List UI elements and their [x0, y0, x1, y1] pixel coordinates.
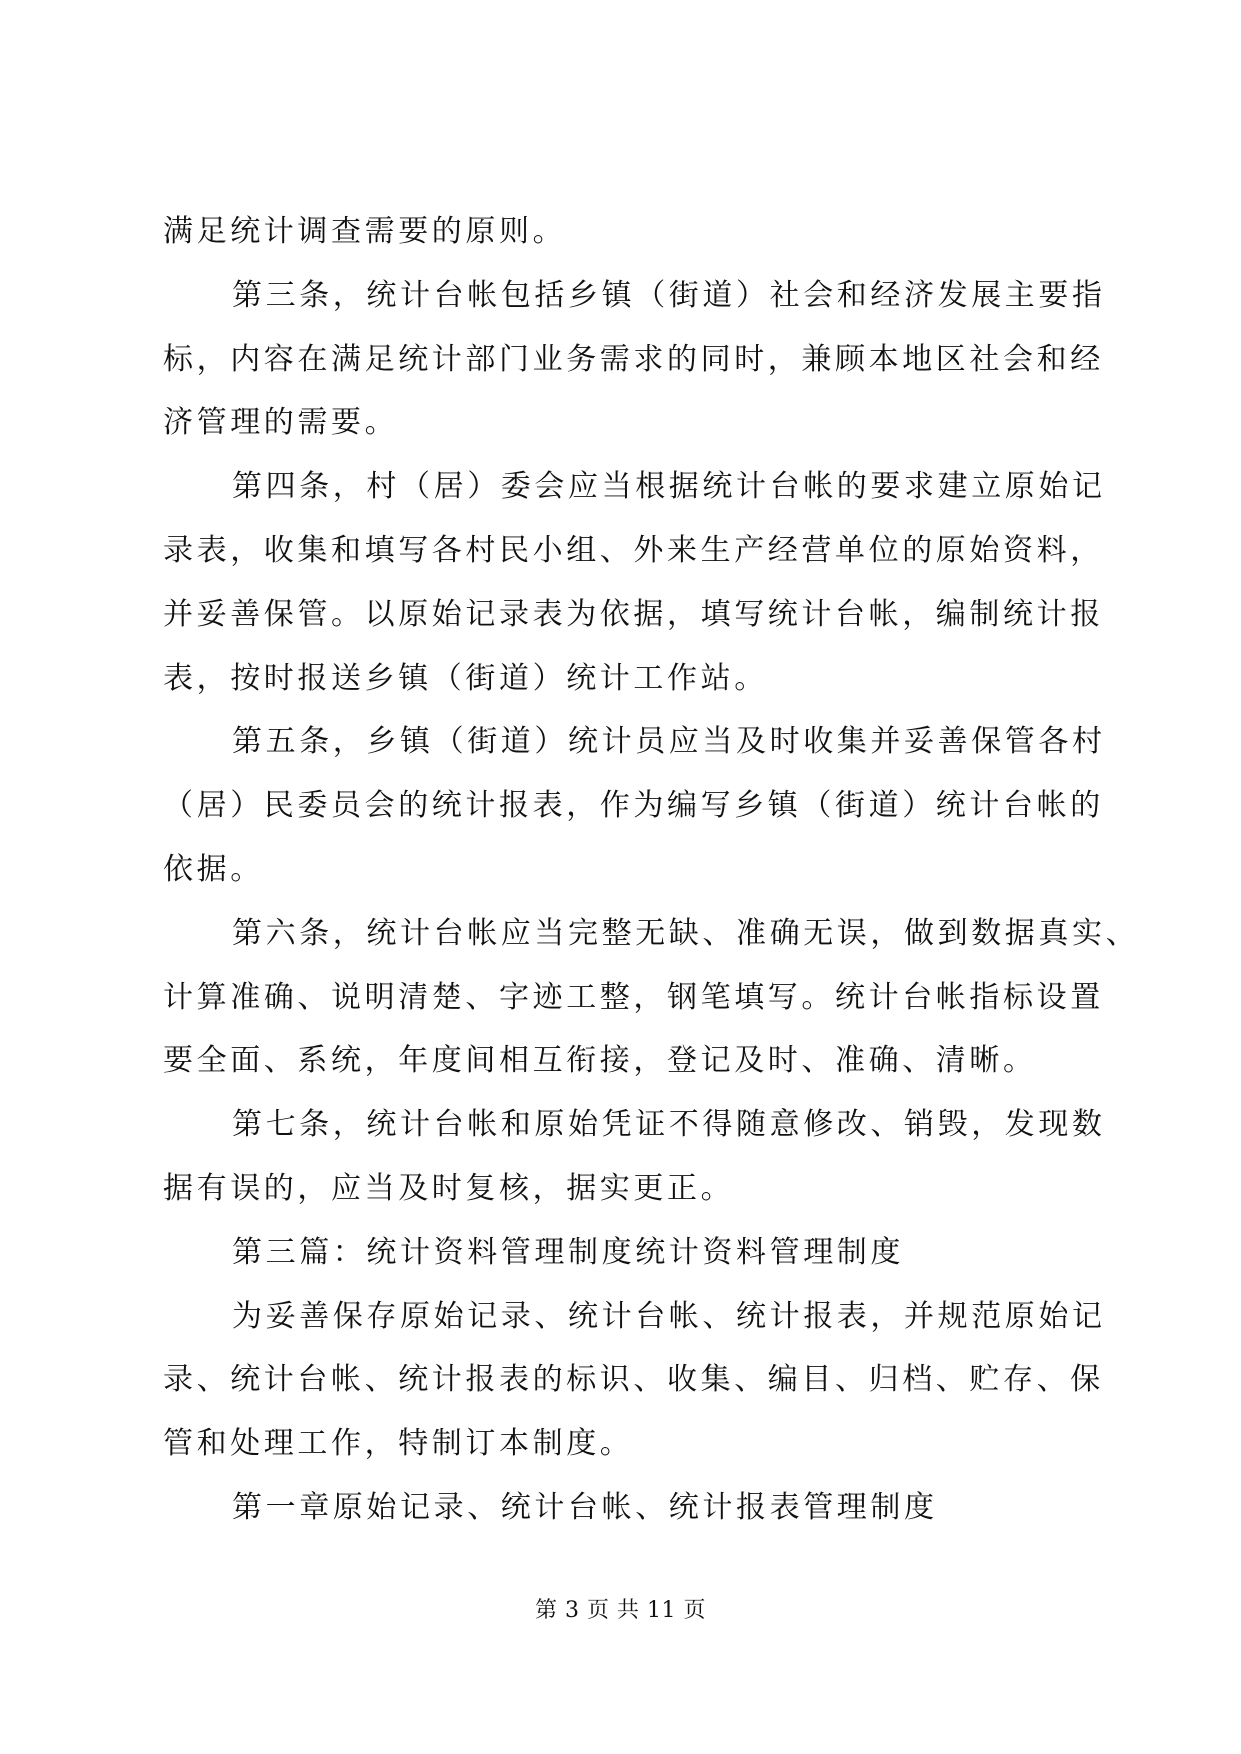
body-line-5: 第四条，村（居）委会应当根据统计台帐的要求建立原始记 [232, 469, 1106, 504]
body-line-9: 第五条，乡镇（街道）统计员应当及时收集并妥善保管各村 [232, 724, 1106, 759]
body-line-4: 济管理的需要。 [163, 405, 399, 440]
body-line-19: 录、统计台帐、统计报表的标识、收集、编目、归档、贮存、保 [163, 1362, 1104, 1397]
body-line-1: 满足统计调查需要的原则。 [163, 214, 567, 249]
body-line-10: （居）民委员会的统计报表，作为编写乡镇（街道）统计台帐的 [163, 788, 1104, 823]
body-line-15: 第七条，统计台帐和原始凭证不得随意修改、销毁，发现数 [232, 1107, 1106, 1142]
body-line-13: 计算准确、说明清楚、字迹工整，钢笔填写。统计台帐指标设置 [163, 980, 1104, 1015]
body-line-16: 据有误的，应当及时复核，据实更正。 [163, 1171, 735, 1206]
body-line-11: 依据。 [163, 852, 264, 887]
body-line-14: 要全面、系统，年度间相互衔接，登记及时、准确、清晰。 [163, 1043, 1037, 1078]
body-line-2: 第三条，统计台帐包括乡镇（街道）社会和经济发展主要指 [232, 278, 1106, 313]
body-line-8: 表，按时报送乡镇（街道）统计工作站。 [163, 661, 768, 696]
body-line-3: 标，内容在满足统计部门业务需求的同时，兼顾本地区社会和经 [163, 342, 1104, 377]
body-line-18: 为妥善保存原始记录、统计台帐、统计报表，并规范原始记 [232, 1299, 1106, 1334]
section-heading: 第三篇：统计资料管理制度统计资料管理制度 [232, 1235, 904, 1270]
body-line-6: 录表，收集和填写各村民小组、外来生产经营单位的原始资料， [163, 533, 1104, 568]
chapter-heading: 第一章原始记录、统计台帐、统计报表管理制度 [232, 1490, 938, 1525]
body-line-7: 并妥善保管。以原始记录表为依据，填写统计台帐，编制统计报 [163, 597, 1104, 632]
body-line-12: 第六条，统计台帐应当完整无缺、准确无误，做到数据真实、 [232, 916, 1140, 951]
body-line-20: 管和处理工作，特制订本制度。 [163, 1426, 634, 1461]
page-footer: 第 3 页 共 11 页 [535, 1598, 706, 1623]
